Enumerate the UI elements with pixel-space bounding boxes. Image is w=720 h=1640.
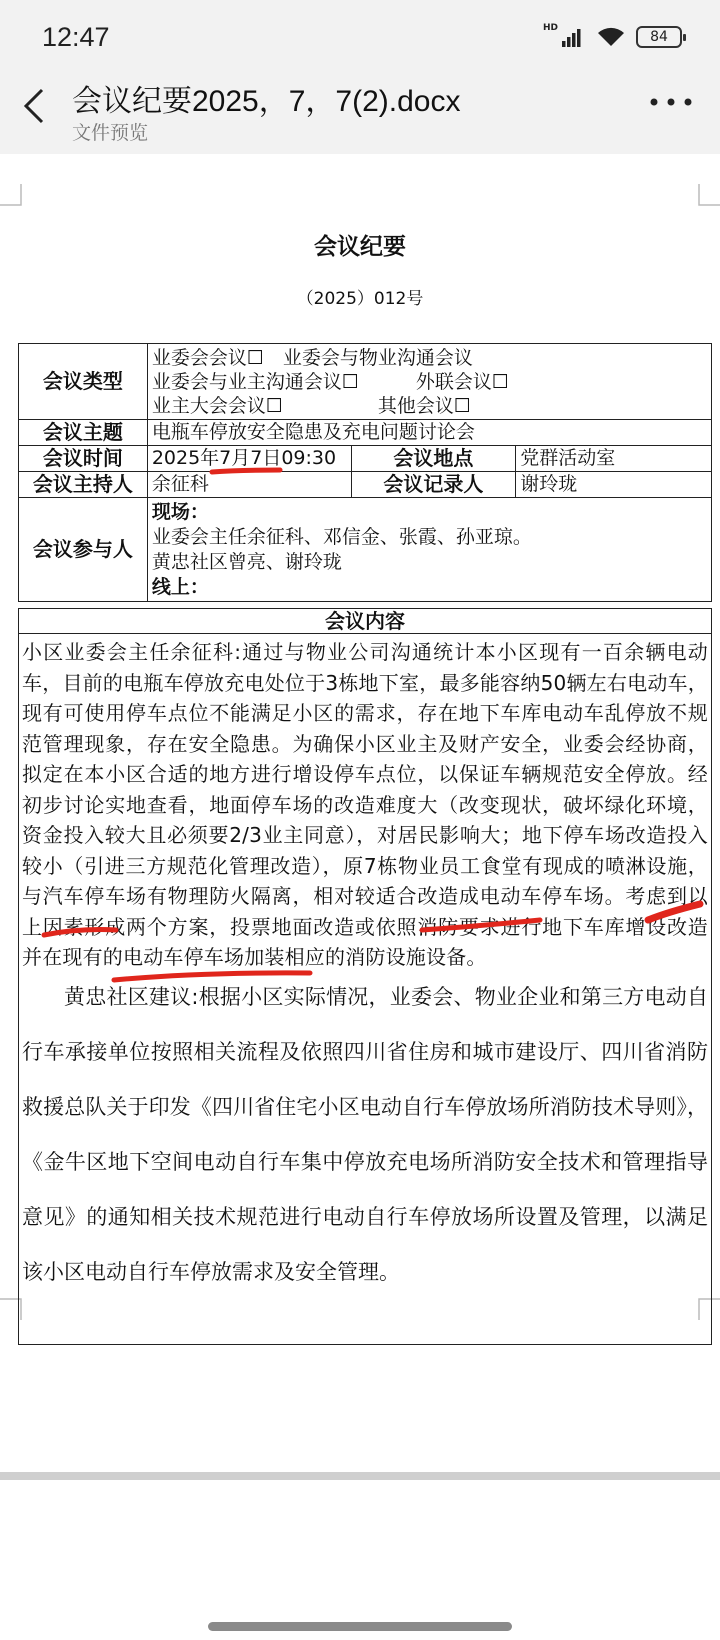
wifi-icon <box>596 26 626 48</box>
meeting-type-row <box>19 344 712 420</box>
meeting-topic-value: 电瓶车停放安全隐患及充电问题讨论会 <box>147 420 711 446</box>
meeting-type-line: 业主大会会议☐ 其他会议☐ <box>151 394 471 417</box>
onsite-label: 现场： <box>151 500 209 523</box>
meeting-time-label: 会议时间 <box>19 446 148 472</box>
meeting-attendees-row <box>19 498 712 602</box>
document-number: （2025）012号 <box>296 289 424 309</box>
meeting-host-row <box>19 472 712 498</box>
battery-level: 84 <box>650 29 668 45</box>
meeting-place-label: 会议地点 <box>351 446 516 472</box>
meeting-type-options <box>147 344 711 420</box>
document-title: 会议纪要 <box>314 234 406 260</box>
meeting-attendees-value <box>147 498 711 602</box>
content-paragraph: 小区业委会主任余征科:通过与物业公司沟通统计本小区现有一百余辆电动车，目前的电瓶车停放充电处位于3栋地下室，最多能容纳50辆左右电动车，现有可使用停车点位不能满足小区的需求，存在地下车库电动车乱停放不规范管理现象，存在安全隐患。为确保小区业主及财产安全，业委会经协商，拟定在本小区合适的地方进行增设停车点位，以保证车辆规范安全停放。经初步讨论实地查看，地面停车场的改造难度大（改变现状，破坏绿化环境，资金投入较大且必须要2/3业主同意），对居民影响大；地下停车场改造投入较小（引进三方规范化管理改造），原7栋物业员工食堂有现成的喷淋设施，与汽车停车场有物理防火隔离，相对较适合改造成电动车停车场。考虑到以上因素形成两个方案，投票地面改造或依照消防要求进行地下车库增设改造并在现有的电动车停车场加装相应的消防设施设备。 <box>22 640 708 969</box>
onsite-attendees: 黄忠社区曾亮、谢玲珑 <box>151 550 342 573</box>
meeting-attendees-label: 会议参与人 <box>19 498 148 602</box>
meeting-place-value: 党群活动室 <box>516 446 712 472</box>
meeting-type-line: 业委会与业主沟通会议☐ 外联会议☐ <box>151 370 509 393</box>
status-time: 12:47 <box>42 22 110 52</box>
content-paragraph: 黄忠社区建议:根据小区实际情况，业委会、物业企业和第三方电动自行车承接单位按照相关流程及依照四川省住房和城市建设厅、四川省消防救援总队关于印发《四川省住宅小区电动自行车停放场所消防技术导则》，《金牛区地下空间电动自行车集中停放充电场所消防安全技术和管理指导意见》的通知相关技术规范进行电动自行车停放场所设置及管理，以满足该小区电动自行车停放需求及安全管理。 <box>22 985 708 1284</box>
meeting-time-value: 2025年7月7日09:30 <box>147 446 351 472</box>
status-bar <box>0 0 720 74</box>
content-header: 会议内容 <box>18 608 712 634</box>
battery-icon <box>636 26 682 48</box>
signal-icon <box>562 27 586 47</box>
home-indicator[interactable] <box>208 1622 512 1631</box>
meeting-info-table <box>18 343 712 602</box>
corner-mark <box>0 184 22 206</box>
meeting-topic-label: 会议主题 <box>19 420 148 446</box>
meeting-recorder-label: 会议记录人 <box>351 472 516 498</box>
meeting-time-row <box>19 446 712 472</box>
meeting-topic-row <box>19 420 712 446</box>
network-type: HD <box>542 23 558 33</box>
more-options-icon[interactable] <box>646 92 696 112</box>
status-icons <box>542 23 682 48</box>
file-subtitle: 文件预览 <box>72 122 149 144</box>
document-page-next <box>0 1480 720 1640</box>
meeting-recorder-value: 谢玲珑 <box>516 472 712 498</box>
app-bar <box>0 74 720 154</box>
corner-mark <box>698 184 720 206</box>
meeting-host-label: 会议主持人 <box>19 472 148 498</box>
meeting-type-line: 业委会会议☐ 业委会与物业沟通会议 <box>151 346 473 369</box>
file-title: 会议纪要2025，7，7(2).docx <box>72 85 461 118</box>
meeting-type-label: 会议类型 <box>19 344 148 420</box>
back-arrow-icon[interactable] <box>18 84 58 128</box>
meeting-host-value: 余征科 <box>147 472 351 498</box>
online-label: 线上： <box>151 575 209 598</box>
onsite-attendees: 业委会主任余征科、邓信金、张霞、孙亚琼。 <box>151 525 532 548</box>
